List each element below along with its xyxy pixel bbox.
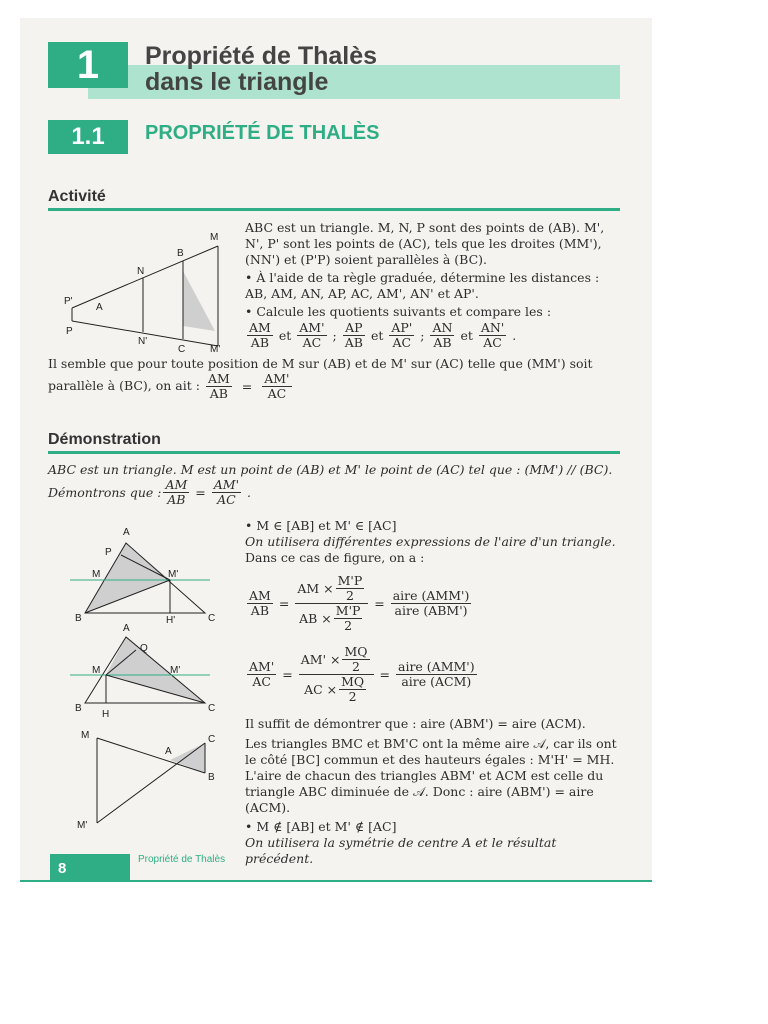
quotients-row: $\frac{AM}{AB}$ et $\frac{AM'}{AC}$ ; $\frac{AP}{AB}$ et $\frac{AP'}{AC}$ ; $\frac{AN}{AB}$ et $\frac{AN'}{AC}$ .	[249, 320, 517, 350]
label-b: B	[75, 703, 82, 714]
chapter-title-line1: Propriété de Thalès	[145, 42, 378, 70]
demonstration-intro	[48, 462, 623, 507]
activite-rule	[48, 208, 620, 211]
label-n: N	[137, 266, 145, 277]
eq2-mid: AM' × $\frac{MQ}{2}$ AC × $\frac{MQ}{2}$	[299, 645, 374, 704]
label-m: M	[81, 730, 90, 741]
shaded-region	[183, 271, 215, 331]
demonstration-body	[245, 518, 625, 867]
equation-1: $\frac{AM}{AB}$ = AM × $\frac{M'P}{2}$ AB × $\frac{M'P}{2}$ = $\frac{\text{aire (AMM')}}{\text{aire (ABM')}}$	[249, 573, 470, 633]
quotient: $\frac{AP'}{AC}$	[391, 320, 413, 350]
label-m: M	[210, 232, 219, 243]
activite-para1: ABC est un triangle. M, N, P sont des points de (AB). M', N', P' sont les points de (AC), tels que les droites (MM'), (NN') et (P'P) soient parallèles à (BC).	[245, 220, 605, 267]
equation-2: $\frac{AM'}{AC}$ = AM' × $\frac{MQ}{2}$ AC × $\frac{MQ}{2}$ = $\frac{\text{aire (AMM')}}{\text{aire (ACM)}}$	[249, 644, 475, 704]
demo-bullet1: • M ∈ [AB] et M' ∈ [AC]	[245, 518, 397, 533]
chapter-number: 1	[48, 42, 128, 88]
activite-text	[245, 220, 620, 350]
activite-bullet2: • Calcule les quotients suivants et compare les :	[245, 304, 552, 319]
footer-title: Propriété de Thalès	[138, 854, 226, 865]
label-p1: P'	[64, 296, 73, 307]
page-number: 8	[50, 854, 130, 882]
demonstration-heading: Démonstration	[48, 431, 161, 448]
section-number: 1.1	[48, 120, 128, 154]
section-title: PROPRIÉTÉ DE THALÈS	[145, 122, 380, 144]
demo-bullet2-italic: On utilisera la symétrie de centre A et le résultat précédent.	[245, 835, 557, 866]
activite-heading: Activité	[48, 188, 106, 205]
quotient: $\frac{AM'}{AC}$	[299, 320, 325, 350]
label-a: A	[96, 302, 103, 313]
label-a: A	[123, 527, 130, 538]
label-h: H	[102, 709, 110, 720]
label-p: P	[105, 547, 112, 558]
label-c: C	[208, 734, 216, 745]
label-m1: M'	[77, 820, 88, 828]
demonstration-line2: Démontrons que : $\frac{AM}{AB}$ = $\frac{AM'}{AC}$ .	[48, 477, 252, 507]
demo-bullet1-c: Dans ce cas de figure, on a :	[245, 550, 425, 565]
label-b: B	[177, 248, 184, 259]
quotient: $\frac{AP}{AB}$	[344, 320, 363, 350]
demo-bullet2: • M ∉ [AB] et M' ∉ [AC]	[245, 819, 397, 834]
label-a: A	[165, 746, 172, 757]
demo-figure-2	[70, 623, 220, 723]
activite-figure	[60, 226, 230, 356]
label-q: Q	[140, 643, 148, 654]
label-m: M	[92, 569, 101, 580]
demo-suffit: Il suffit de démontrer que : aire (ABM') = aire (ACM).	[245, 716, 586, 731]
quotient: $\frac{AN'}{AC}$	[480, 320, 505, 350]
label-n1: N'	[138, 336, 148, 347]
label-m: M	[92, 665, 101, 676]
conclusion-frac-1: $\frac{AM}{AB}$	[207, 371, 230, 401]
label-c: C	[208, 703, 216, 714]
quotient: $\frac{AM}{AB}$	[249, 320, 271, 350]
demo-figure-3	[75, 728, 225, 828]
label-c: C	[178, 344, 186, 355]
shaded-triangle	[106, 637, 205, 703]
eq1-mid: AM × $\frac{M'P}{2}$ AB × $\frac{M'P}{2}$	[295, 574, 368, 633]
demo-bullet1-italic: On utilisera différentes expressions de l'aire d'un triangle.	[245, 534, 616, 549]
label-h1: H'	[166, 615, 176, 623]
demonstration-rule	[48, 451, 620, 454]
quotient: $\frac{AN}{AB}$	[432, 320, 453, 350]
demonstration-line1: ABC est un triangle. M est un point de (AB) et M' le point de (AC) tel que : (MM') // (BC).	[48, 462, 613, 477]
demo-para2: Les triangles BMC et BM'C ont la même aire 𝒜, car ils ont le côté [BC] commun et des hauteurs égales : M'H' = MH. L'aire de chacun des triangles ABM' et ACM est celle du triangle ABC diminuée de 𝒜. Donc : aire (ABM') = aire (ACM).	[245, 736, 617, 815]
conclusion-text: Il semble que pour toute position de M sur (AB) et de M' sur (AC) telle que (MM') soit parallèle à (BC), on ait :	[48, 356, 593, 393]
label-b: B	[208, 772, 215, 783]
label-m1: M'	[170, 665, 181, 676]
label-m1: M'	[168, 569, 179, 580]
demo-frac-1: $\frac{AM}{AB}$	[165, 477, 188, 507]
label-m1: M'	[210, 344, 221, 355]
textbook-page	[20, 18, 652, 882]
label-p: P	[66, 326, 73, 337]
demo-figure-1	[70, 523, 220, 623]
label-c: C	[208, 613, 216, 623]
activite-bullet1: • À l'aide de ta règle graduée, détermine les distances :	[245, 270, 600, 285]
activite-conclusion: Il semble que pour toute position de M sur (AB) et de M' sur (AC) telle que (MM') soit parallèle à (BC), on ait : $\frac{AM}{AB}$ = $\frac{AM'}{AC}$	[48, 356, 593, 401]
label-b: B	[75, 613, 82, 623]
conclusion-frac-2: $\frac{AM'}{AC}$	[264, 371, 290, 401]
demo-frac-2: $\frac{AM'}{AC}$	[213, 477, 240, 507]
chapter-title	[145, 43, 377, 95]
label-a: A	[123, 623, 130, 634]
chapter-title-line2: dans le triangle	[145, 68, 329, 96]
activite-bullet1b: AB, AM, AN, AP, AC, AM', AN' et AP'.	[245, 286, 479, 301]
